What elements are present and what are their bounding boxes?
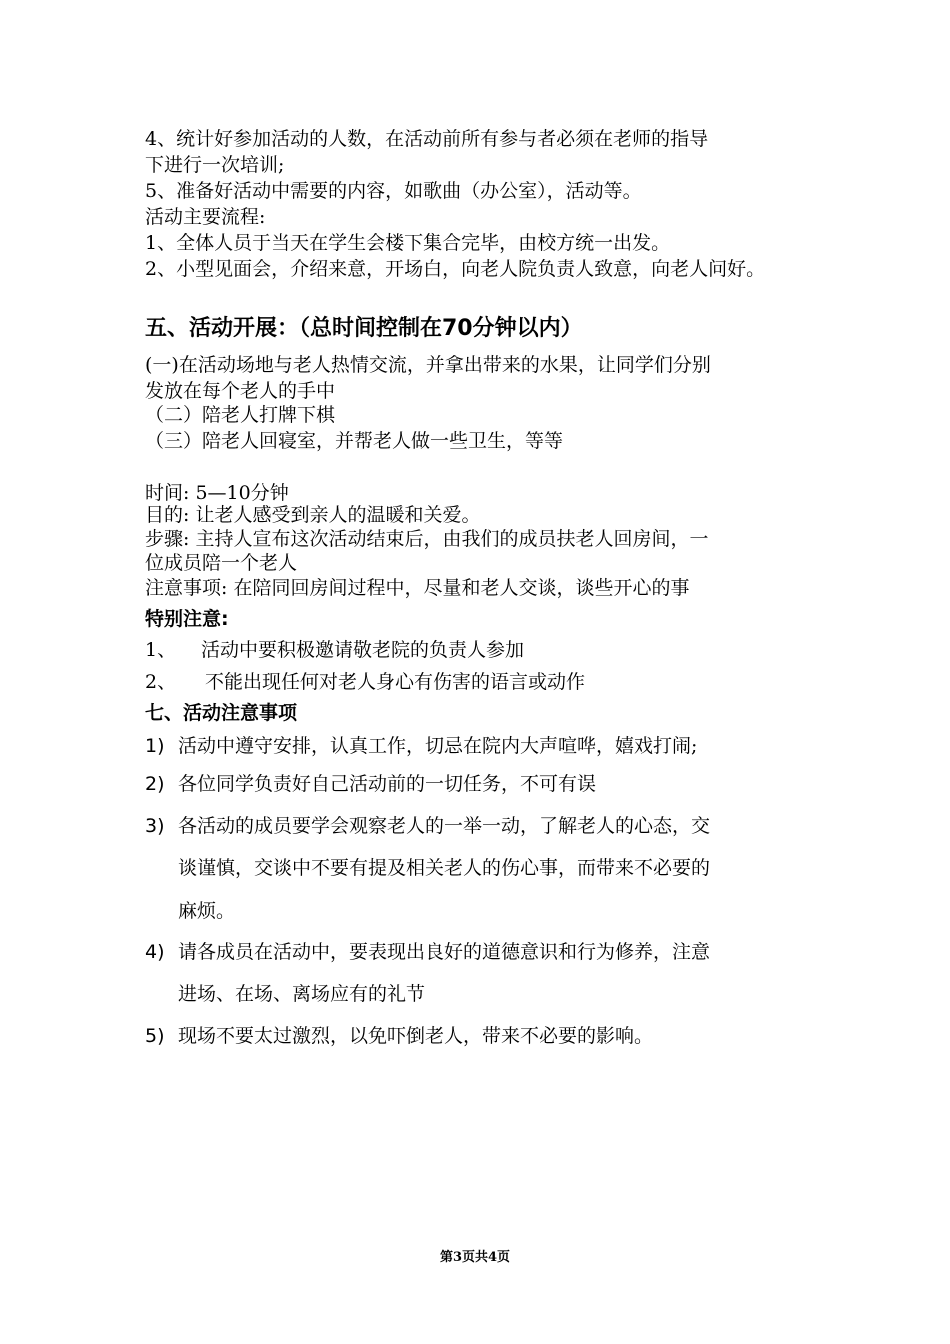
intro-line-2: 下进行一次培训; bbox=[145, 154, 285, 176]
s7-item-3 bbox=[145, 813, 710, 839]
s7-item-1-num: 1) bbox=[145, 735, 165, 757]
intro-line-4: 活动主要流程: bbox=[145, 206, 266, 228]
s7-item-4-text-2: 进场、在场、离场应有的礼节 bbox=[178, 983, 426, 1005]
section7-heading: 七、活动注意事项 bbox=[145, 702, 298, 724]
section5-line-3: （二）陪老人打牌下棋 bbox=[145, 404, 336, 426]
special-item-1-num: 1、 bbox=[145, 639, 177, 661]
s7-item-5-num: 5) bbox=[145, 1025, 165, 1047]
s7-item-4-num: 4) bbox=[145, 941, 165, 963]
intro-line-5: 1、全体人员于当天在学生会楼下集合完毕，由校方统一出发。 bbox=[145, 232, 671, 254]
s7-item-3-text-1: 各活动的成员要学会观察老人的一举一动，了解老人的心态，交 bbox=[178, 815, 711, 837]
details-steps-1: 步骤: 主持人宣布这次活动结束后，由我们的成员扶老人回房间，一 bbox=[145, 528, 709, 550]
s7-item-3-text-3: 麻烦。 bbox=[178, 900, 236, 922]
s7-item-5 bbox=[145, 1023, 653, 1049]
page-footer: 第3页共4页 bbox=[439, 1250, 511, 1265]
details-purpose: 目的: 让老人感受到亲人的温暖和关爱。 bbox=[145, 504, 481, 526]
s7-item-2 bbox=[145, 771, 596, 797]
s7-item-2-text: 各位同学负责好自己活动前的一切任务，不可有误 bbox=[178, 773, 597, 795]
s7-item-3-num: 3) bbox=[145, 815, 165, 837]
details-steps-2: 位成员陪一个老人 bbox=[145, 552, 298, 574]
s7-item-4-text-1: 请各成员在活动中，要表现出良好的道德意识和行为修养，注意 bbox=[178, 941, 711, 963]
special-item-2-text: 不能出现任何对老人身心有伤害的语言或动作 bbox=[205, 671, 586, 693]
intro-line-1: 4、统计好参加活动的人数，在活动前所有参与者必须在老师的指导 bbox=[145, 128, 709, 150]
intro-line-6: 2、小型见面会，介绍来意，开场白，向老人院负责人致意，向老人问好。 bbox=[145, 258, 766, 280]
s7-item-1-text: 活动中遵守安排，认真工作，切忌在院内大声喧哗，嬉戏打闹; bbox=[178, 735, 698, 757]
special-item-1-text: 活动中要积极邀请敬老院的负责人参加 bbox=[201, 639, 525, 661]
details-time: 时间: 5—10分钟 bbox=[145, 482, 289, 504]
section5-line-2: 发放在每个老人的手中 bbox=[145, 380, 336, 402]
s7-item-3-text-2: 谈谨慎，交谈中不要有提及相关老人的伤心事，而带来不必要的 bbox=[178, 857, 711, 879]
s7-item-5-text: 现场不要太过激烈，以免吓倒老人，带来不必要的影响。 bbox=[178, 1025, 654, 1047]
s7-item-2-num: 2) bbox=[145, 773, 165, 795]
section5-line-4: （三）陪老人回寝室，并帮老人做一些卫生，等等 bbox=[145, 430, 564, 452]
s7-item-4 bbox=[145, 939, 710, 965]
special-item-1 bbox=[145, 637, 524, 663]
section5-line-1: (一)在活动场地与老人热情交流，并拿出带来的水果，让同学们分别 bbox=[145, 354, 711, 376]
section5-heading: 五、活动开展：（总时间控制在70分钟以内） bbox=[145, 316, 583, 341]
special-heading: 特别注意: bbox=[145, 608, 229, 630]
details-notes: 注意事项: 在陪同回房间过程中，尽量和老人交谈，谈些开心的事 bbox=[145, 577, 690, 599]
intro-line-3: 5、准备好活动中需要的内容，如歌曲（办公室），活动等。 bbox=[145, 180, 642, 202]
special-item-2 bbox=[145, 669, 585, 695]
special-item-2-num: 2、 bbox=[145, 671, 177, 693]
s7-item-1 bbox=[145, 733, 697, 759]
